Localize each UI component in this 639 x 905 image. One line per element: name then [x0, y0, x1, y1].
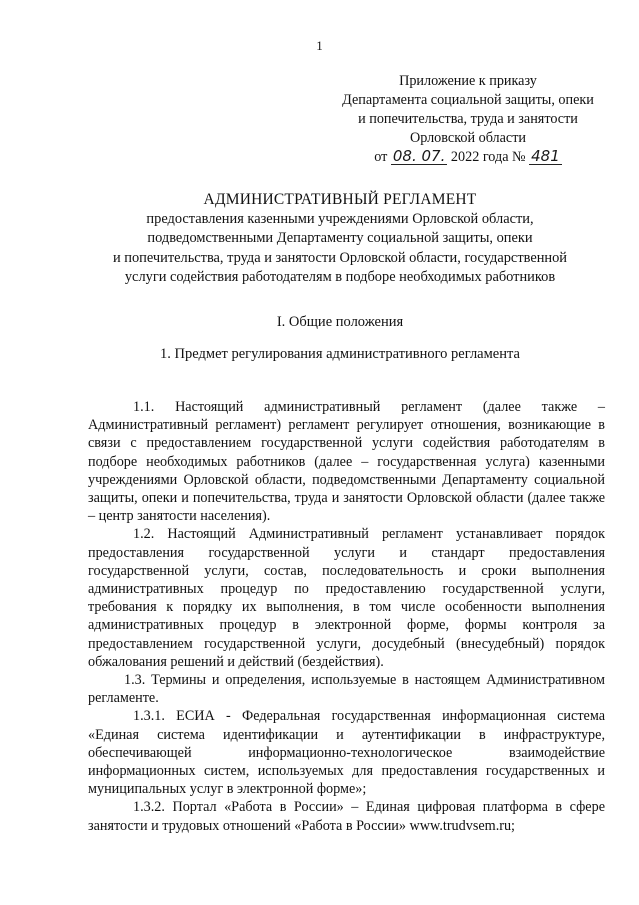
title-line-1: предоставления казенными учреждениями Орловской области,	[146, 210, 534, 227]
appendix-line-2: Департамента социальной защиты, опеки	[342, 92, 594, 108]
handwritten-order-number: 481	[531, 147, 560, 165]
document-title-block	[70, 190, 610, 288]
handwritten-date: 08. 07.	[392, 147, 446, 165]
appendix-line-1: Приложение к приказу	[399, 73, 537, 89]
document-body	[88, 398, 605, 835]
title-line-4: услуги содействия работодателям в подборе необходимых работников	[124, 269, 556, 285]
page-number: 1	[316, 38, 323, 53]
appendix-line-3: и попечительства, труда и занятости	[358, 111, 578, 127]
title-line-2: подведомственными Департаменту социальной защиты, опеки	[147, 230, 533, 246]
section-heading: I. Общие положения	[276, 314, 404, 330]
year-text: 2022 года №	[450, 149, 526, 165]
appendix-line-4: Орловской области	[409, 130, 527, 146]
appendix-block	[318, 72, 618, 167]
document-title: АДМИНИСТРАТИВНЫЙ РЕГЛАМЕНТ	[203, 191, 477, 208]
paragraph-1-3-2: 1.3.2. Портал «Работа в России» – Единая цифровая платформа в сфере занятости и трудовых отношений «Работа в России» www.trudvsem.ru;	[88, 799, 605, 834]
date-prefix: от	[374, 149, 388, 165]
title-line-3: и попечительства, труда и занятости Орловской области, государственной	[112, 249, 568, 266]
paragraph-1-1: 1.1. Настоящий административный регламент (далее также – Административный регламент) регламент регулирует отношения, возникающие в связи с предоставлением государственной услуги содействия работодателям в подборе необходимых работников (далее – государственная услуга) казенными учреждениями Орловской области, подведомственными Департаменту социальной защиты, опеки и попечительства, труда и занятости Орловской области (далее также – центр занятости населения).	[88, 399, 605, 525]
appendix-date-line	[318, 148, 618, 167]
subsection-heading: 1. Предмет регулирования административного регламента	[160, 346, 520, 362]
paragraph-1-3-1: 1.3.1. ЕСИА - Федеральная государственная информационная система «Единая система идентификации и аутентификации в инфраструктуре, обеспечивающей информационно-технологическое взаимодействие информационных систем, используемых для предоставления государственных и муниципальных услуг в электронной форме»;	[88, 708, 605, 798]
paragraph-1-3: 1.3. Термины и определения, используемые в настоящем Административном регламенте.	[88, 672, 605, 707]
paragraph-1-2: 1.2. Настоящий Административный регламент устанавливает порядок предоставления государственной услуги и стандарт предоставления государственной услуги, состав, последовательность и сроки выполнения административных процедур по предоставлению государственной услуги, требования к порядку их выполнения, в том числе особенности выполнения административных процедур в электронной форме, формы контроля за предоставлением государственной услуги, досудебный (внесудебный) порядок обжалования решений и действий (бездействия).	[88, 526, 605, 670]
